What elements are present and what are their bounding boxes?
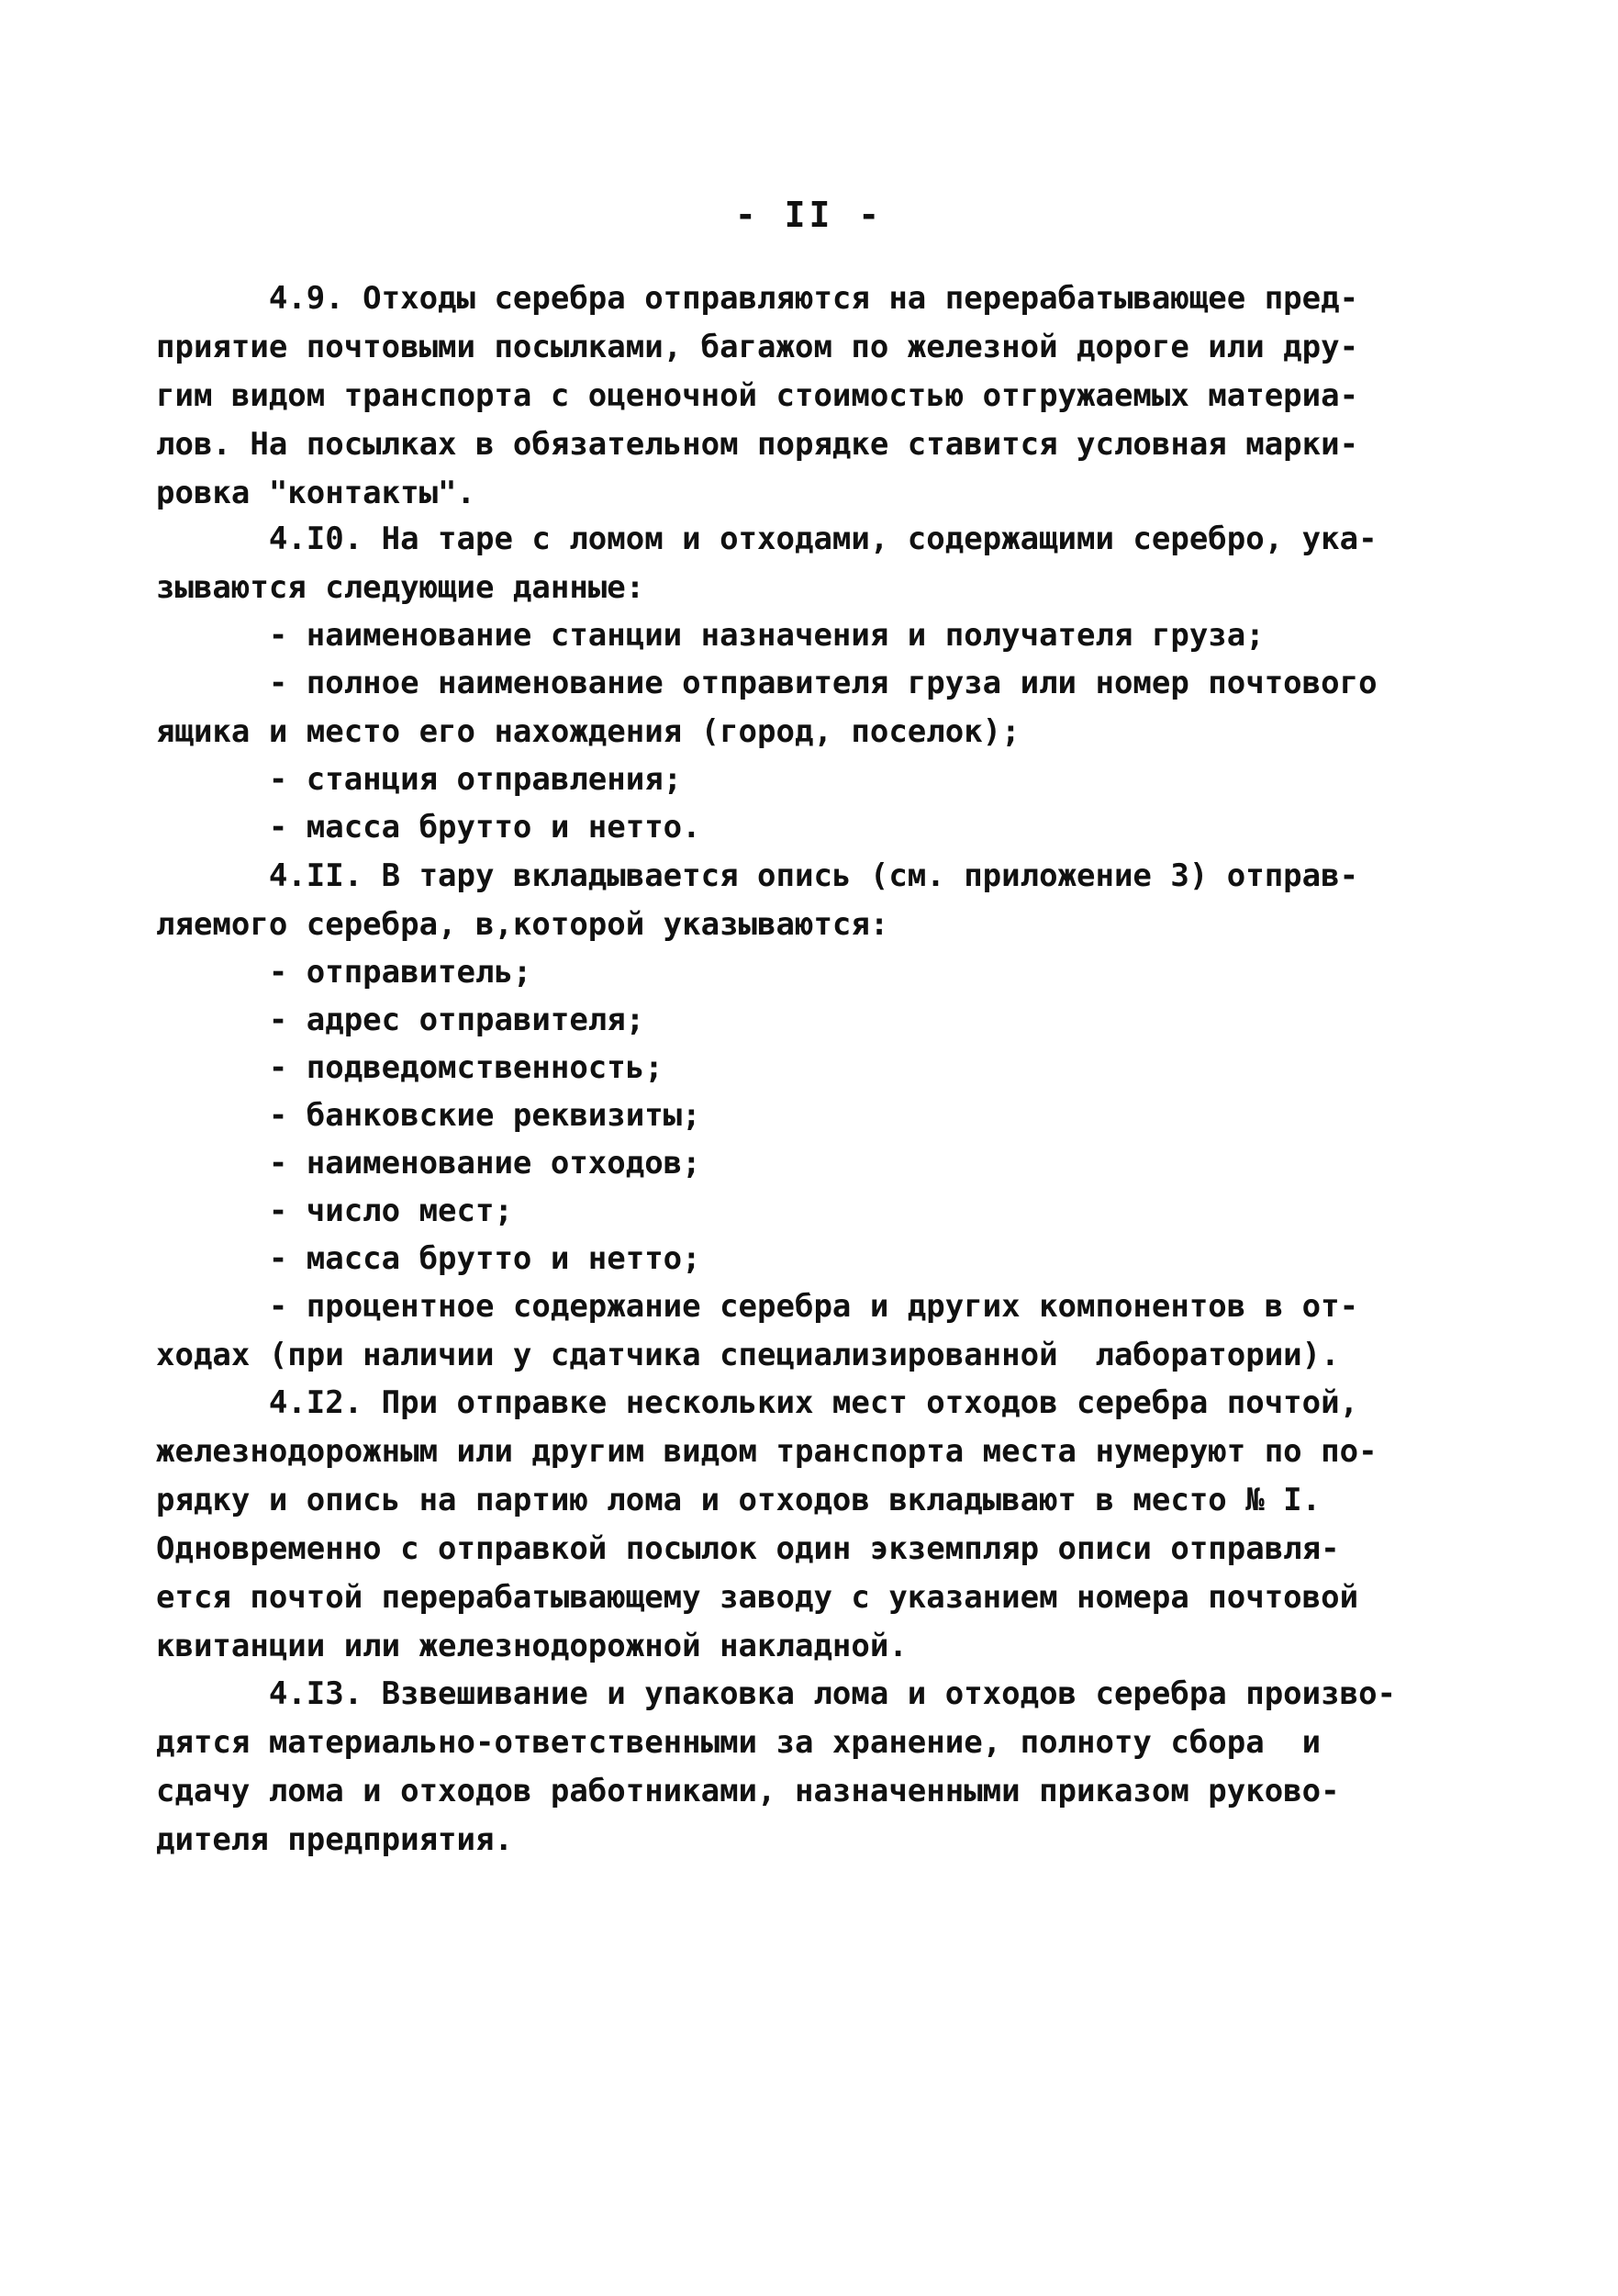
text-line: - число мест; xyxy=(156,1193,513,1229)
text-line: - отправитель; xyxy=(156,954,532,991)
text-line: зываются следующие данные: xyxy=(156,569,645,606)
text-line: - полное наименование отправителя груза или номер почтового xyxy=(156,665,1378,701)
text-line: - станция отправления; xyxy=(156,761,683,798)
text-line: - адрес отправителя; xyxy=(156,1002,645,1038)
text-line: ящика и место его нахождения (город, поселок); xyxy=(156,713,1021,750)
page-number: - II - xyxy=(734,195,884,235)
text-line: - масса брутто и нетто; xyxy=(156,1240,701,1277)
text-line: 4.II. В тару вкладывается опись (см. приложение 3) отправ- xyxy=(156,857,1359,894)
text-line: ется почтой перерабатывающему заводу с указанием номера почтовой xyxy=(156,1579,1359,1616)
text-line: гим видом транспорта с оценочной стоимостью отгружаемых материа- xyxy=(156,377,1359,414)
text-line: - масса брутто и нетто. xyxy=(156,809,701,846)
text-line: приятие почтовыми посылками, багажом по железной дороге или дру- xyxy=(156,329,1359,365)
text-line: - наименование отходов; xyxy=(156,1145,701,1182)
text-line: дителя предприятия. xyxy=(156,1821,513,1858)
text-line: дятся материально-ответственными за хранение, полноту сбора и xyxy=(156,1724,1322,1761)
text-line: рядку и опись на партию лома и отходов вкладывают в место № I. xyxy=(156,1482,1322,1518)
text-line: 4.I0. На таре с ломом и отходами, содержащими серебро, ука- xyxy=(156,521,1378,557)
text-line: ляемого серебра, в,которой указываются: xyxy=(156,906,889,943)
text-line: 4.9. Отходы серебра отправляются на перерабатывающее пред- xyxy=(156,280,1359,317)
text-line: - процентное содержание серебра и других компонентов в от- xyxy=(156,1288,1359,1325)
text-line: - наименование станции назначения и получателя груза; xyxy=(156,617,1265,654)
text-line: сдачу лома и отходов работниками, назначенными приказом руково- xyxy=(156,1773,1340,1809)
text-line: ходах (при наличии у сдатчика специализированной лаборатории). xyxy=(156,1337,1340,1373)
text-line: железнодорожным или другим видом транспорта места нумеруют по по- xyxy=(156,1433,1378,1470)
text-line: 4.I3. Взвешивание и упаковка лома и отходов серебра произво- xyxy=(156,1675,1397,1712)
text-line: - подведомственность; xyxy=(156,1049,664,1086)
text-line: Одновременно с отправкой посылок один экземпляр описи отправля- xyxy=(156,1530,1340,1567)
text-line: ровка "контакты". xyxy=(156,475,475,511)
text-line: лов. На посылках в обязательном порядке ставится условная марки- xyxy=(156,426,1359,463)
text-line: 4.I2. При отправке нескольких мест отходов серебра почтой, xyxy=(156,1384,1359,1421)
text-line: - банковские реквизиты; xyxy=(156,1097,701,1134)
text-line: квитанции или железнодорожной накладной. xyxy=(156,1628,908,1664)
